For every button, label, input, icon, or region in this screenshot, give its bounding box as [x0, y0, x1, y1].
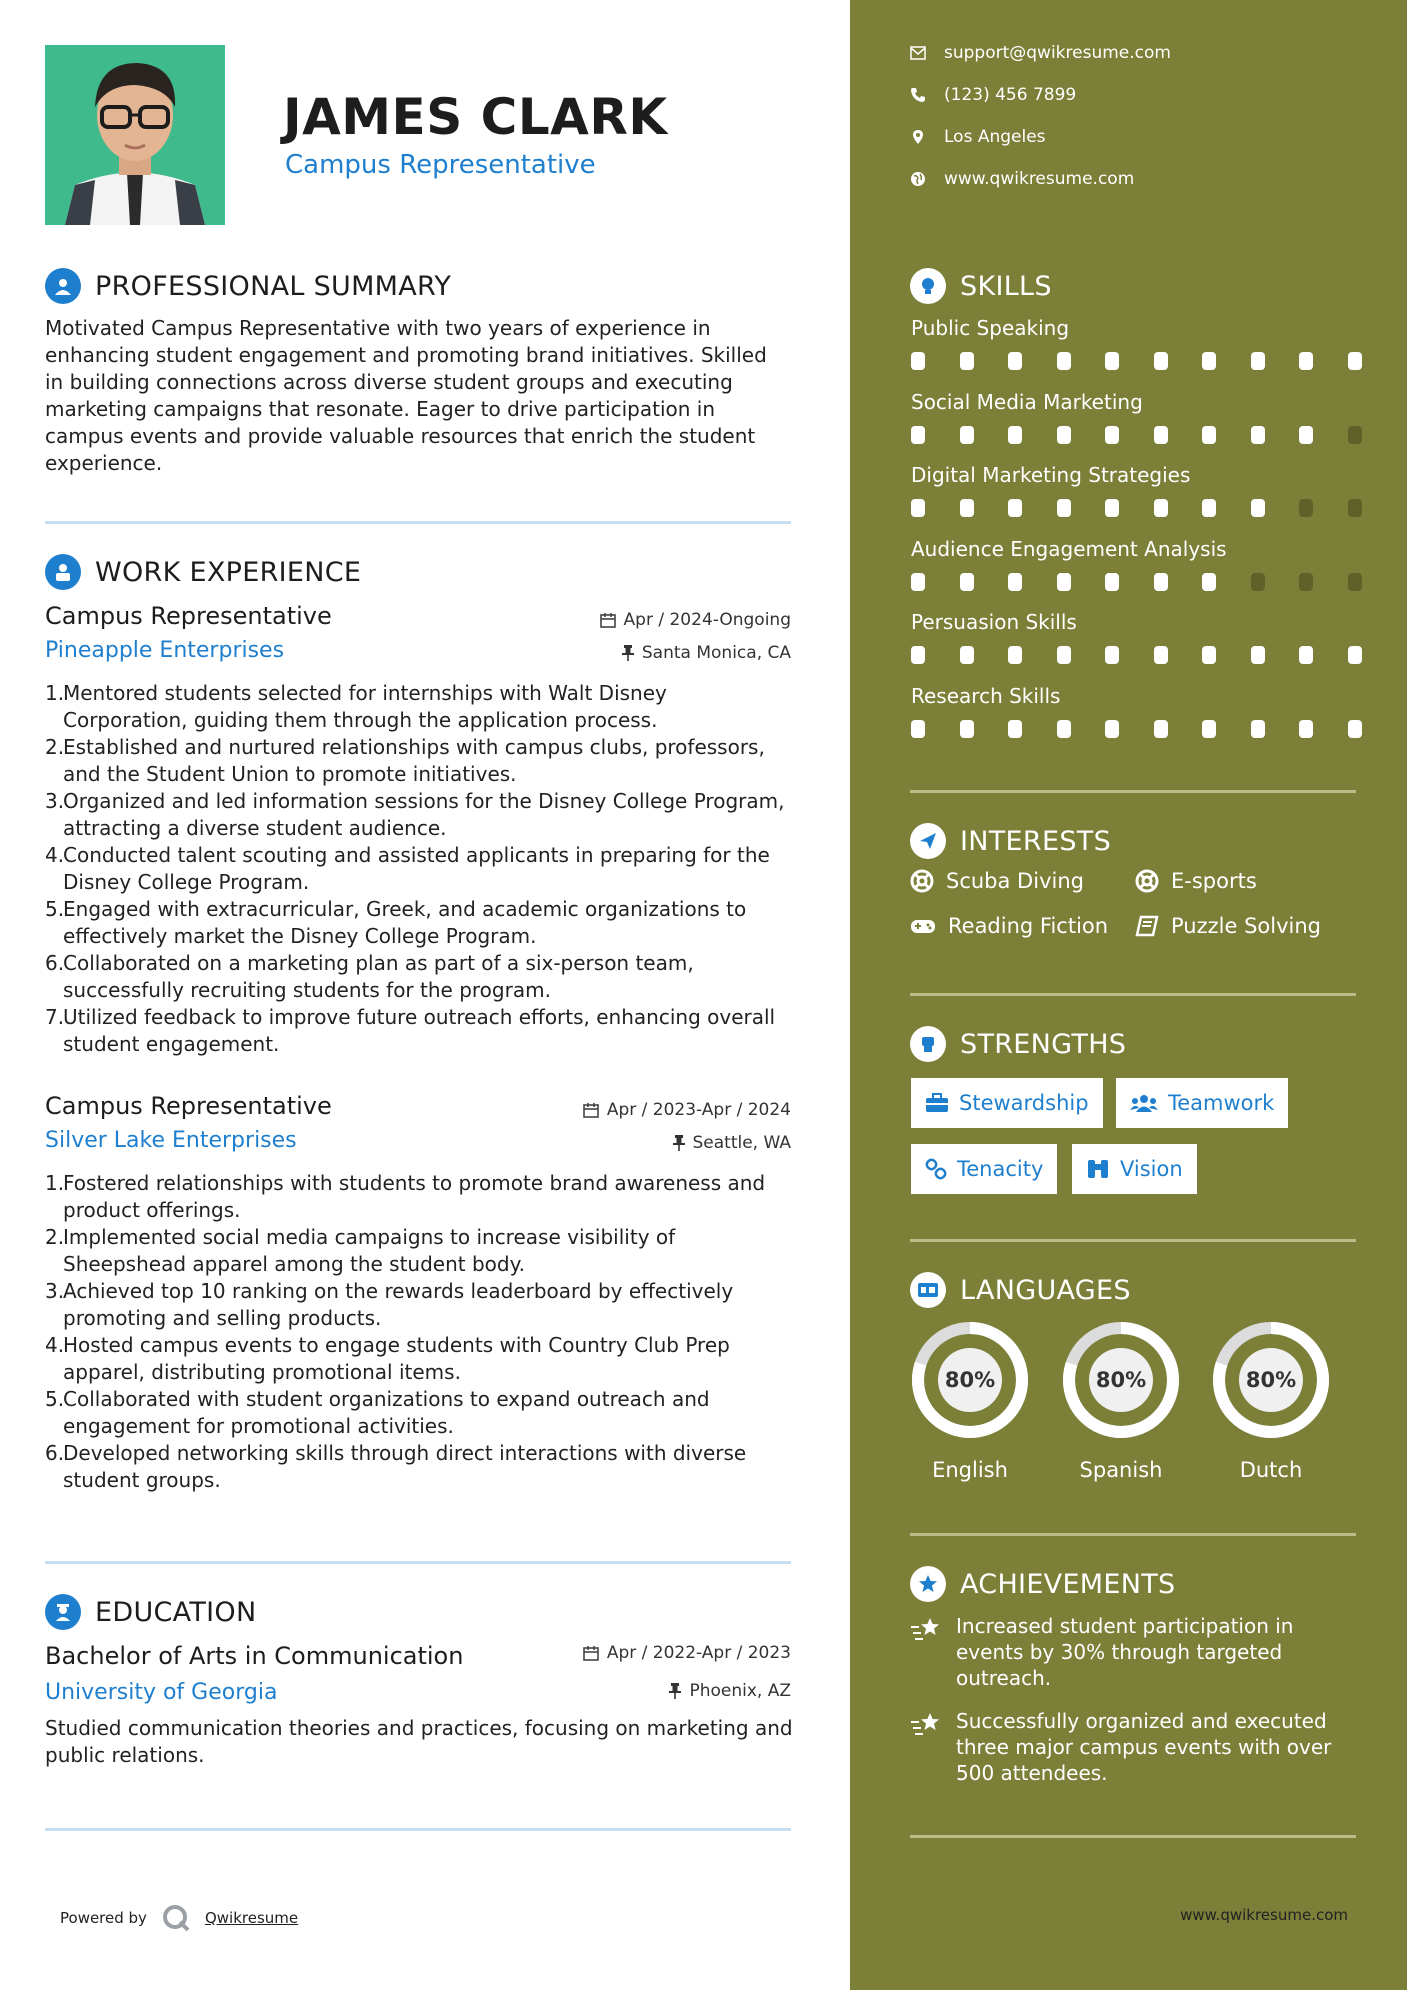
education-dates-text: Apr / 2022-Apr / 2023 [606, 1643, 791, 1663]
contact-phone-text[interactable]: (123) 456 7899 [944, 85, 1077, 105]
qwikresume-logo-icon [161, 1903, 191, 1933]
skill-dot [1105, 720, 1119, 738]
interest-label: Scuba Diving [946, 869, 1084, 893]
summary-title: PROFESSIONAL SUMMARY [95, 270, 452, 302]
experience-section-header [45, 554, 361, 590]
job-location [673, 1133, 792, 1153]
gamepad-icon [910, 916, 936, 936]
list-number: 2. [45, 735, 65, 759]
skill-dot [911, 646, 925, 664]
education-location-text: Phoenix, AZ [689, 1681, 791, 1701]
skill-name: Social Media Marketing [911, 389, 1143, 414]
school-name: University of Georgia [45, 1680, 278, 1705]
list-item [45, 1386, 795, 1440]
list-item-text: Achieved top 10 ranking on the rewards leaderboard by effectively promoting and selling products. [63, 1279, 734, 1330]
skill-dot [1008, 573, 1022, 591]
section-divider [910, 1239, 1356, 1242]
skill-rating [911, 499, 1366, 517]
skill-dot [1348, 646, 1362, 664]
language-percent: 80% [1245, 1368, 1297, 1392]
skill-dot [1008, 720, 1022, 738]
list-item-text: Collaborated on a marketing plan as part of a six-person team, successfully recruiting students for the program. [63, 951, 694, 1002]
skill-dot [960, 646, 974, 664]
list-item [45, 1440, 795, 1494]
education-section-header [45, 1594, 256, 1630]
language-progress-ring [1061, 1320, 1181, 1440]
skill-dot [911, 499, 925, 517]
skill-dot [960, 352, 974, 370]
job-dates [583, 1100, 791, 1120]
degree-title: Bachelor of Arts in Communication [45, 1642, 464, 1670]
achievement-text: Increased student participation in events by 30% through targeted outreach. [956, 1614, 1294, 1690]
languages-title: LANGUAGES [960, 1274, 1131, 1306]
list-item [45, 1004, 795, 1058]
interest-label: Puzzle Solving [1171, 914, 1321, 938]
skills-title: SKILLS [960, 270, 1052, 302]
interest-item [910, 869, 1084, 893]
skill-dot [1057, 352, 1071, 370]
achievement-item [910, 1708, 1356, 1786]
summary-text: Motivated Campus Representative with two years of experience in enhancing student engagement and promoting brand initiatives. Skilled in building connections across diverse student groups and executing marketing campaigns that resonate. Eager to drive participation in campus events and provide valuable resources that enrich the student experience. [45, 316, 767, 475]
candidate-name: JAMES CLARK [283, 88, 668, 146]
language-name: Dutch [1239, 1458, 1303, 1482]
skill-dot [1105, 426, 1119, 444]
list-item [45, 1170, 795, 1224]
skill-dot [1154, 720, 1168, 738]
list-item-text: Mentored students selected for internships with Walt Disney Corporation, guiding them through the application process. [63, 681, 667, 732]
phone-icon [910, 87, 926, 103]
skill-dot [1202, 720, 1216, 738]
interest-item [1135, 869, 1257, 893]
skill-dot [1348, 573, 1362, 591]
skill-dot [1299, 573, 1313, 591]
section-divider [910, 790, 1356, 793]
skill-dot [1251, 352, 1265, 370]
skill-rating [911, 720, 1366, 738]
list-item-text: Engaged with extracurricular, Greek, and academic organizations to effectively market the Disney College Program. [63, 897, 747, 948]
skill-dot [960, 720, 974, 738]
link-icon [925, 1158, 947, 1180]
list-item-text: Hosted campus events to engage students with Country Club Prep apparel, distributing promotional items. [63, 1333, 730, 1384]
section-divider [45, 521, 791, 524]
skill-dot [1251, 720, 1265, 738]
interest-label: Reading Fiction [948, 914, 1109, 938]
job-location [622, 643, 791, 663]
skill-dot [1105, 352, 1119, 370]
skill-dot [1251, 573, 1265, 591]
job-responsibilities [45, 1170, 795, 1494]
candidate-role: Campus Representative [285, 150, 596, 180]
footer-website[interactable]: www.qwikresume.com [1180, 1906, 1348, 1924]
interest-item [910, 914, 1108, 938]
achievements-section-header [910, 1566, 1176, 1602]
list-number: 7. [45, 1005, 65, 1029]
interest-label: E-sports [1171, 869, 1257, 893]
list-item-text: Developed networking skills through direct interactions with diverse student groups. [63, 1441, 747, 1492]
list-item [45, 950, 795, 1004]
lightbulb-icon [910, 268, 946, 304]
book-icon [1135, 915, 1159, 937]
job-title: Campus Representative [45, 1092, 332, 1120]
language-progress-ring [1211, 1320, 1331, 1440]
skill-rating [911, 426, 1366, 444]
skill-dot [1008, 352, 1022, 370]
skill-dot [1008, 646, 1022, 664]
list-number: 3. [45, 789, 65, 813]
skill-name: Digital Marketing Strategies [911, 463, 1191, 487]
list-item-text: Collaborated with student organizations to expand outreach and engagement for promotional activities. [63, 1387, 710, 1438]
list-number: 3. [45, 1279, 65, 1303]
skill-name: Persuasion Skills [911, 610, 1077, 634]
language-progress-ring [910, 1320, 1030, 1440]
language-item [1061, 1320, 1181, 1482]
language-icon [910, 1272, 946, 1308]
list-item-text: Implemented social media campaigns to increase visibility of Sheepshead apparel among the student body. [63, 1225, 676, 1276]
skill-dot [1202, 499, 1216, 517]
skill-dot [1299, 720, 1313, 738]
job-dates-text: Apr / 2023-Apr / 2024 [606, 1100, 791, 1120]
job-title: Campus Representative [45, 602, 332, 630]
list-item [45, 842, 795, 896]
achievement-text: Successfully organized and executed three major campus events with over 500 attendees. [956, 1709, 1332, 1785]
calendar-icon [600, 612, 616, 628]
strength-label: Vision [1120, 1157, 1183, 1181]
strengths-section-header [910, 1026, 1126, 1062]
lifebuoy-icon [910, 869, 934, 893]
pin-icon [673, 1135, 685, 1151]
briefcase-icon [925, 1093, 949, 1113]
list-number: 1. [45, 1171, 65, 1195]
pin-icon [669, 1683, 681, 1699]
skill-dot [1008, 499, 1022, 517]
job-location-text: Santa Monica, CA [641, 643, 791, 663]
skill-dot [911, 352, 925, 370]
list-number: 6. [45, 1441, 65, 1465]
contact-email [910, 43, 1171, 63]
briefcase-user-icon [45, 554, 81, 590]
summary-section-header [45, 268, 451, 304]
section-divider [45, 1561, 791, 1564]
skill-dot [1105, 646, 1119, 664]
contact-location [910, 127, 1046, 147]
language-percent: 80% [1095, 1368, 1147, 1392]
strength-label: Stewardship [959, 1091, 1089, 1115]
job-dates-text: Apr / 2024-Ongoing [623, 610, 791, 630]
language-name: English [932, 1458, 1008, 1482]
powered-by [60, 1903, 298, 1933]
pin-icon [622, 645, 634, 661]
strength-label: Tenacity [957, 1157, 1044, 1181]
list-item [45, 1278, 795, 1332]
skill-dot [960, 499, 974, 517]
binoculars-icon [1086, 1158, 1110, 1180]
contact-website [910, 169, 1134, 189]
skill-rating [911, 573, 1366, 591]
list-item-text: Utilized feedback to improve future outreach efforts, enhancing overall student engagement. [63, 1005, 776, 1056]
language-item [1211, 1320, 1331, 1482]
skill-dot [1154, 646, 1168, 664]
skill-dot [1154, 352, 1168, 370]
paper-plane-icon [910, 823, 946, 859]
strength-chip [1072, 1144, 1197, 1194]
strengths-title: STRENGTHS [960, 1028, 1127, 1060]
list-number: 5. [45, 1387, 65, 1411]
globe-icon [910, 171, 926, 187]
education-title: EDUCATION [95, 1596, 257, 1628]
skill-dot [1105, 499, 1119, 517]
users-icon [1130, 1093, 1158, 1113]
job-location-text: Seattle, WA [692, 1133, 791, 1153]
list-item-text: Organized and led information sessions for the Disney College Program, attracting a diverse student audience. [63, 789, 785, 840]
list-item-text: Fostered relationships with students to promote brand awareness and product offerings. [63, 1171, 766, 1222]
skill-dot [1057, 426, 1071, 444]
list-item [45, 788, 795, 842]
list-number: 6. [45, 951, 65, 975]
list-item [45, 1224, 795, 1278]
skill-dot [1008, 426, 1022, 444]
skill-dot [1251, 646, 1265, 664]
skill-dot [1105, 573, 1119, 591]
experience-title: WORK EXPERIENCE [95, 556, 362, 588]
skill-dot [960, 426, 974, 444]
envelope-icon [910, 46, 926, 60]
skill-dot [1299, 499, 1313, 517]
person-avatar-icon [45, 45, 225, 225]
job-company: Silver Lake Enterprises [45, 1128, 297, 1153]
profile-photo [45, 45, 225, 225]
skill-dot [1057, 499, 1071, 517]
skill-dot [1348, 352, 1362, 370]
skill-dot [1251, 499, 1265, 517]
section-divider [910, 1533, 1356, 1536]
skill-dot [960, 573, 974, 591]
language-name: Spanish [1079, 1458, 1163, 1482]
star-badge-icon [910, 1566, 946, 1602]
skill-dot [1202, 573, 1216, 591]
calendar-icon [583, 1645, 599, 1661]
contact-phone [910, 85, 1076, 105]
skill-dot [1057, 646, 1071, 664]
skill-rating [911, 352, 1366, 370]
skill-dot [1299, 426, 1313, 444]
list-item [45, 1332, 795, 1386]
strength-chip [911, 1144, 1057, 1194]
qwikresume-link[interactable]: Qwikresume [204, 1909, 299, 1927]
skill-dot [1057, 720, 1071, 738]
location-pin-icon [910, 129, 926, 145]
interest-item [1135, 914, 1321, 938]
list-number: 4. [45, 843, 65, 867]
skill-dot [1057, 573, 1071, 591]
skill-name: Research Skills [911, 683, 1061, 708]
skill-dot [1348, 720, 1362, 738]
graduate-icon [45, 1594, 81, 1630]
skill-dot [1251, 426, 1265, 444]
user-icon [45, 268, 81, 304]
skill-dot [911, 573, 925, 591]
section-divider [45, 1828, 791, 1831]
skill-dot [1154, 426, 1168, 444]
skill-name: Audience Engagement Analysis [911, 536, 1227, 561]
contact-location-text: Los Angeles [944, 127, 1046, 147]
education-dates [583, 1643, 791, 1663]
list-item-text: Established and nurtured relationships with campus clubs, professors, and the Student Union to promote initiatives. [63, 735, 765, 786]
job-company: Pineapple Enterprises [45, 638, 285, 663]
skill-name: Public Speaking [911, 316, 1070, 340]
interests-section-header [910, 823, 1111, 859]
list-number: 4. [45, 1333, 65, 1357]
section-divider [910, 1835, 1356, 1838]
strength-chip [1116, 1078, 1288, 1128]
education-location [669, 1681, 791, 1701]
skill-dot [911, 426, 925, 444]
skill-dot [1348, 426, 1362, 444]
skill-rating [911, 646, 1366, 664]
lifebuoy-icon [1135, 869, 1159, 893]
job-responsibilities [45, 680, 795, 1058]
sidebar [850, 0, 1407, 1990]
language-percent: 80% [944, 1368, 996, 1392]
shooting-star-icon [910, 1710, 942, 1738]
achievements-title: ACHIEVEMENTS [960, 1568, 1176, 1600]
section-divider [910, 993, 1356, 996]
skill-dot [1154, 499, 1168, 517]
calendar-icon [583, 1102, 599, 1118]
list-number: 1. [45, 681, 65, 705]
fist-icon [910, 1026, 946, 1062]
powered-by-label: Powered by [60, 1909, 147, 1927]
list-number: 5. [45, 897, 65, 921]
skill-dot [1202, 426, 1216, 444]
list-item [45, 896, 795, 950]
skill-dot [911, 720, 925, 738]
skill-dot [1299, 352, 1313, 370]
contact-website-text[interactable]: www.qwikresume.com [944, 169, 1135, 189]
skill-dot [1202, 646, 1216, 664]
list-item [45, 680, 795, 734]
skills-section-header [910, 268, 1052, 304]
list-item [45, 734, 795, 788]
achievement-item [910, 1613, 1356, 1691]
languages-section-header [910, 1272, 1131, 1308]
skill-dot [1202, 352, 1216, 370]
strength-chip [911, 1078, 1103, 1128]
shooting-star-icon [910, 1615, 942, 1643]
contact-email-text[interactable]: support@qwikresume.com [944, 43, 1171, 63]
education-description: Studied communication theories and practices, focusing on marketing and public relations. [45, 1716, 793, 1767]
list-item-text: Conducted talent scouting and assisted applicants in preparing for the Disney College Program. [63, 843, 770, 894]
interests-title: INTERESTS [960, 825, 1112, 857]
list-number: 2. [45, 1225, 65, 1249]
skill-dot [1154, 573, 1168, 591]
skill-dot [1348, 499, 1362, 517]
skill-dot [1299, 646, 1313, 664]
job-dates [600, 610, 791, 630]
language-item [910, 1320, 1030, 1482]
strength-label: Teamwork [1168, 1091, 1275, 1115]
